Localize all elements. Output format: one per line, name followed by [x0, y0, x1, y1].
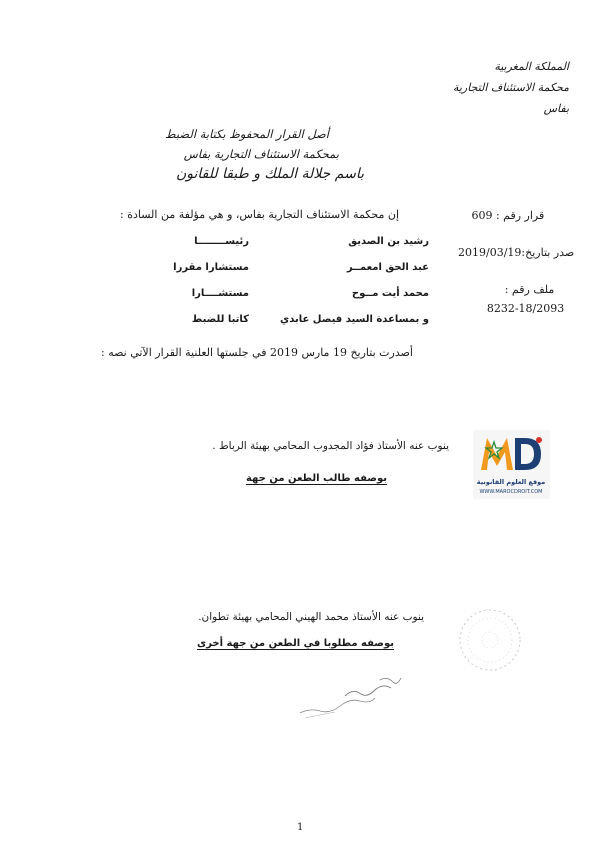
- panel-role-3: مستشــــارا: [191, 288, 249, 299]
- panel-role-1: رئيســــــــا: [194, 236, 249, 247]
- court-name: محكمة الاستئناف التجارية: [452, 81, 569, 94]
- logo-url: WWW.MAROCDROIT.COM: [479, 489, 543, 495]
- panel-name-2: عبد الحق امعمــر: [346, 262, 429, 273]
- issued-statement: أصدرت بتاريخ 19 مارس 2019 في جلستها العلنية القرار الآتي نصه :: [101, 346, 413, 359]
- page-number: 1: [297, 822, 304, 833]
- panel-role-2: مستشارا مقررا: [173, 262, 249, 273]
- party-2-role: بوصفه مطلوبا في الطعن من جهة أخرى: [197, 638, 394, 649]
- signature: [295, 668, 405, 723]
- original-line-1: أصل القرار المحفوظ بكتابة الضبط: [164, 127, 329, 141]
- decision-number: قرار رقم : 609: [471, 209, 545, 222]
- party-2-text: ينوب عنه الأستاذ محمد الهيني المحامي بهيئة تطوان.: [198, 611, 424, 623]
- panel-role-4: كاتبا للضبط: [191, 314, 249, 325]
- panel-name-3: محمد أيت مــوح: [351, 288, 429, 299]
- party-1-role: بوصفه طالب الطعن من جهة: [245, 473, 387, 484]
- marocdroit-logo: [473, 430, 550, 499]
- party-1-text: ينوب عنه الأستاذ فؤاد المجدوب المحامي بهيئة الرباط .: [212, 440, 449, 452]
- original-line-3: باسم جلالة الملك و طبقا للقانون: [175, 166, 364, 182]
- file-number: 8232-18/2093: [486, 302, 565, 315]
- logo-caption: موقع العلوم القانونية: [476, 478, 546, 486]
- court-stamp: [440, 600, 540, 680]
- court-intro: إن محكمة الاستئناف التجارية بفاس، و هي مؤلفة من السادة :: [120, 208, 399, 221]
- court-city: بفاس: [543, 102, 569, 115]
- header-kingdom: [453, 56, 569, 119]
- panel-name-1: رشيد بن الصديق: [348, 236, 429, 247]
- original-decision-header: [164, 124, 364, 184]
- kingdom-name: المملكة المغربية: [494, 60, 569, 73]
- file-label: ملف رقم :: [504, 283, 555, 296]
- court-panel: [0, 236, 599, 336]
- decision-date: صدر بتاريخ:2019/03/19: [458, 246, 575, 259]
- original-line-2: بمحكمة الاستئناف التجارية بفاس: [183, 147, 339, 161]
- panel-name-4: و بمساعدة السيد فيصل عابدي: [280, 314, 429, 325]
